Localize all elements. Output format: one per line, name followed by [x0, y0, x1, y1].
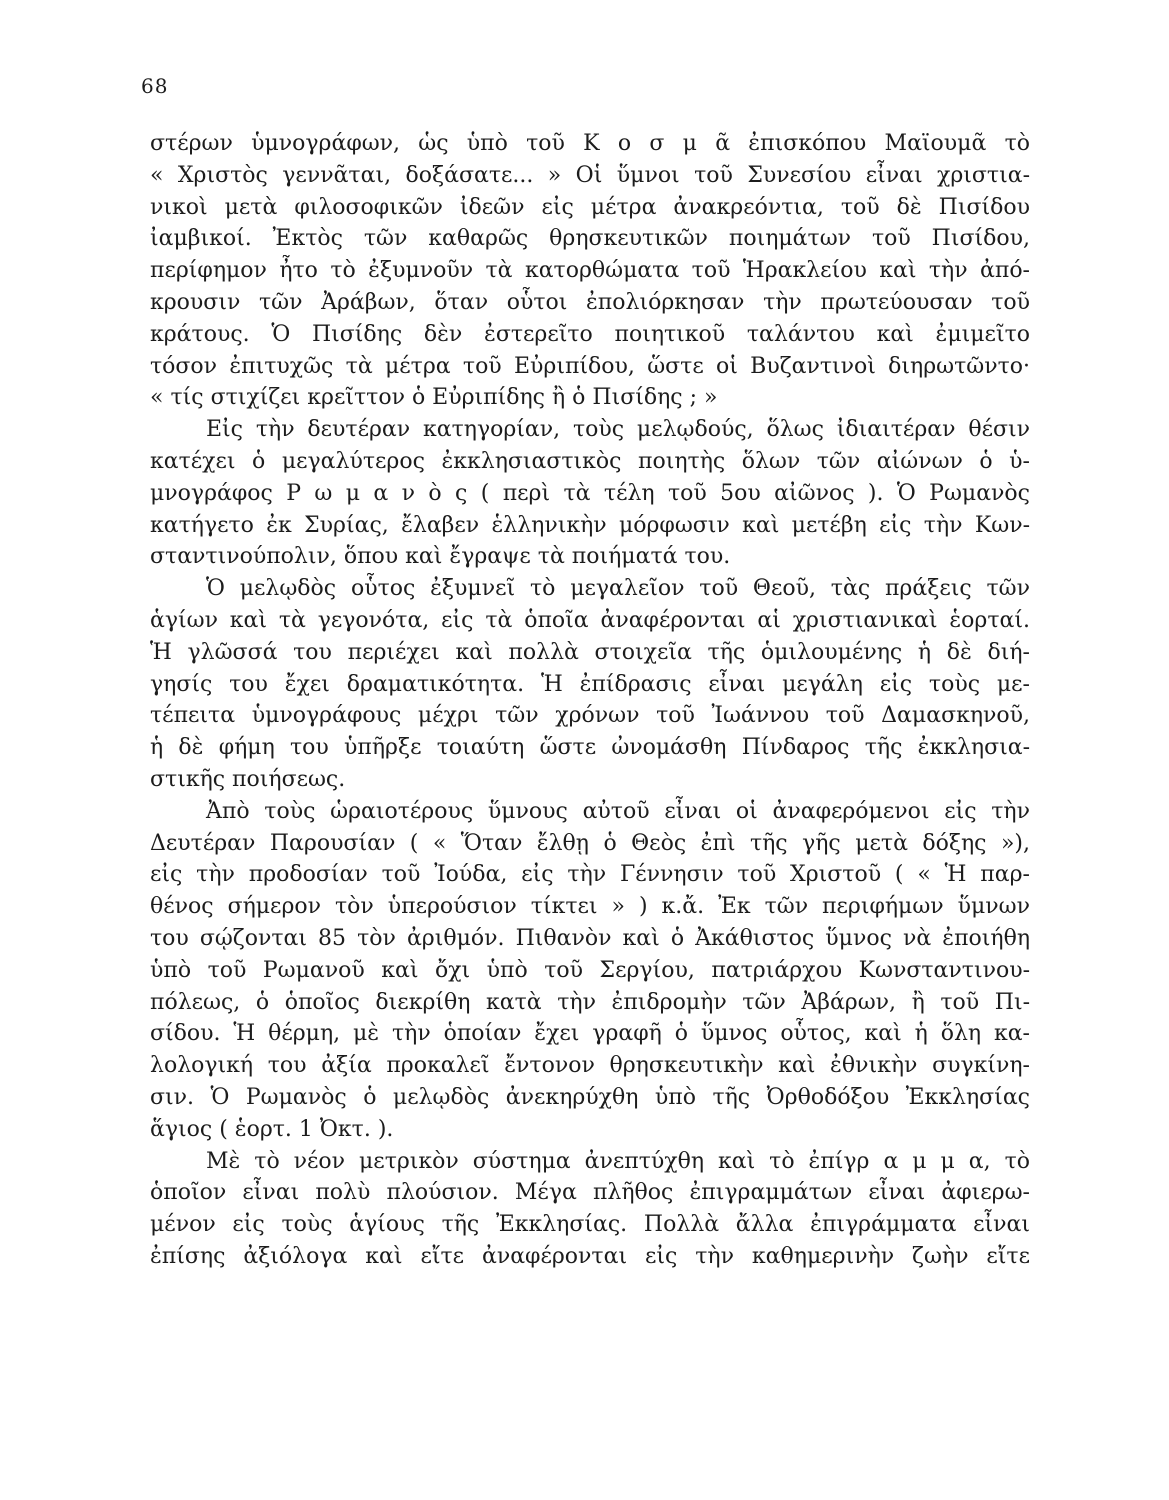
text-line: Δευτέραν Παρουσίαν ( « Ὅταν ἔλθῃ ὁ Θεὸς ἐπὶ τῆς γῆς μετὰ δόξης »), [150, 830, 1030, 856]
text-line: « Χριστὸς γεννᾶται, δοξάσατε... » Οἱ ὕμνοι τοῦ Συνεσίου εἶναι χριστια- [150, 162, 1030, 188]
text-line: μνογράφος Ρ ω μ α ν ὸ ς ( περὶ τὰ τέλη τοῦ 5ου αἰῶνος ). Ὁ Ρωμανὸς [150, 480, 1030, 506]
text-line: σιν. Ὁ Ρωμανὸς ὁ μελῳδὸς ἀνεκηρύχθη ὑπὸ τῆς Ὀρθοδόξου Ἐκκλησίας [150, 1084, 1030, 1110]
paragraph-start-line: Μὲ τὸ νέον μετρικὸν σύστημα ἀνεπτύχθη καὶ τὸ ἐπίγρ α μ μ α, τὸ [206, 1148, 1030, 1174]
paragraph-start-line: Ὁ μελῳδὸς οὗτος ἐξυμνεῖ τὸ μεγαλεῖον τοῦ Θεοῦ, τὰς πράξεις τῶν [206, 576, 1030, 602]
text-line: μένον εἰς τοὺς ἁγίους τῆς Ἐκκλησίας. Πολλὰ ἄλλα ἐπιγράμματα εἶναι [150, 1212, 1030, 1238]
text-line: ἰαμβικοί. Ἐκτὸς τῶν καθαρῶς θρησκευτικῶν ποιημάτων τοῦ Πισίδου, [150, 226, 1030, 252]
text-line: νικοὶ μετὰ φιλοσοφικῶν ἰδεῶν εἰς μέτρα ἀνακρεόντια, τοῦ δὲ Πισίδου [150, 194, 1030, 220]
text-line: ἡ δὲ φήμη του ὑπῆρξε τοιαύτη ὥστε ὠνομάσθη Πίνδαρος τῆς ἐκκλησια- [150, 735, 1030, 761]
text-line: « τίς στιχίζει κρεῖττον ὁ Εὐριπίδης ἢ ὁ Πισίδης ; » [150, 385, 718, 411]
text-line: ὑπὸ τοῦ Ρωμανοῦ καὶ ὄχι ὑπὸ τοῦ Σεργίου, πατριάρχου Κωνσταντινου- [150, 957, 1030, 983]
text-line: τέπειτα ὑμνογράφους μέχρι τῶν χρόνων τοῦ Ἰωάννου τοῦ Δαμασκηνοῦ, [150, 703, 1030, 729]
text-line: λολογική του ἀξία προκαλεῖ ἔντονον θρησκευτικὴν καὶ ἐθνικὴν συγκίνη- [150, 1053, 1030, 1079]
body-text [150, 128, 1030, 1273]
paragraph-start-line: Εἰς τὴν δευτέραν κατηγορίαν, τοὺς μελῳδούς, ὅλως ἰδιαιτέραν θέσιν [206, 417, 1030, 443]
text-line: σίδου. Ἡ θέρμη, μὲ τὴν ὁποίαν ἔχει γραφῆ ὁ ὕμνος οὗτος, καὶ ἡ ὅλη κα- [150, 1021, 1030, 1047]
text-line: του σῴζονται 85 τὸν ἀριθμόν. Πιθανὸν καὶ ὁ Ἀκάθιστος ὕμνος νὰ ἐποιήθη [150, 925, 1030, 951]
paragraph-start-line: Ἀπὸ τοὺς ὡραιοτέρους ὕμνους αὐτοῦ εἶναι οἱ ἀναφερόμενοι εἰς τὴν [206, 798, 1030, 824]
text-line: περίφημον ἦτο τὸ ἐξυμνοῦν τὰ κατορθώματα τοῦ Ἡρακλείου καὶ τὴν ἀπό- [150, 258, 1030, 284]
text-line: θένος σήμερον τὸν ὑπερούσιον τίκτει » ) κ.ἄ. Ἐκ τῶν περιφήμων ὕμνων [150, 894, 1030, 920]
text-line: στέρων ὑμνογράφων, ὡς ὑπὸ τοῦ Κ ο σ μ ᾶ ἐπισκόπου Μαϊουμᾶ τὸ [150, 131, 1030, 156]
page-number: 68 [141, 74, 169, 98]
text-line: σταντινούπολιν, ὅπου καὶ ἔγραψε τὰ ποιήματά του. [150, 544, 731, 570]
text-line: ἁγίων καὶ τὰ γεγονότα, εἰς τὰ ὁποῖα ἀναφέρονται αἱ χριστιανικαὶ ἑορταί. [150, 607, 1030, 633]
text-line: ἐπίσης ἀξιόλογα καὶ εἴτε ἀναφέρονται εἰς τὴν καθημερινὴν ζωὴν εἴτε [150, 1243, 1030, 1269]
text-line: πόλεως, ὁ ὁποῖος διεκρίθη κατὰ τὴν ἐπιδρομὴν τῶν Ἀβάρων, ἢ τοῦ Πι- [150, 989, 1030, 1015]
text-line: εἰς τὴν προδοσίαν τοῦ Ἰούδα, εἰς τὴν Γέννησιν τοῦ Χριστοῦ ( « Ἡ παρ- [150, 862, 1030, 888]
text-line: Ἡ γλῶσσά του περιέχει καὶ πολλὰ στοιχεῖα τῆς ὁμιλουμένης ἡ δὲ διή- [150, 639, 1030, 665]
text-line: κατέχει ὁ μεγαλύτερος ἐκκλησιαστικὸς ποιητὴς ὅλων τῶν αἰώνων ὁ ὑ- [150, 448, 1030, 474]
text-line: κρουσιν τῶν Ἀράβων, ὅταν οὗτοι ἐπολιόρκησαν τὴν πρωτεύουσαν τοῦ [150, 289, 1030, 315]
text-line: κατήγετο ἐκ Συρίας, ἔλαβεν ἑλληνικὴν μόρφωσιν καὶ μετέβη εἰς τὴν Κων- [150, 512, 1030, 538]
text-line: στικῆς ποιήσεως. [150, 766, 346, 792]
text-line: τόσον ἐπιτυχῶς τὰ μέτρα τοῦ Εὐριπίδου, ὥστε οἱ Βυζαντινοὶ διηρωτῶντο· [150, 353, 1030, 379]
text-line: γησίς του ἔχει δραματικότητα. Ἡ ἐπίδρασις εἶναι μεγάλη εἰς τοὺς με- [150, 671, 1030, 697]
text-line: ἅγιος ( ἑορτ. 1 Ὀκτ. ). [150, 1116, 394, 1142]
text-line: ὁποῖον εἶναι πολὺ πλούσιον. Μέγα πλῆθος ἐπιγραμμάτων εἶναι ἀφιερω- [150, 1180, 1030, 1206]
text-line: κράτους. Ὁ Πισίδης δὲν ἐστερεῖτο ποιητικοῦ ταλάντου καὶ ἐμιμεῖτο [150, 321, 1030, 347]
